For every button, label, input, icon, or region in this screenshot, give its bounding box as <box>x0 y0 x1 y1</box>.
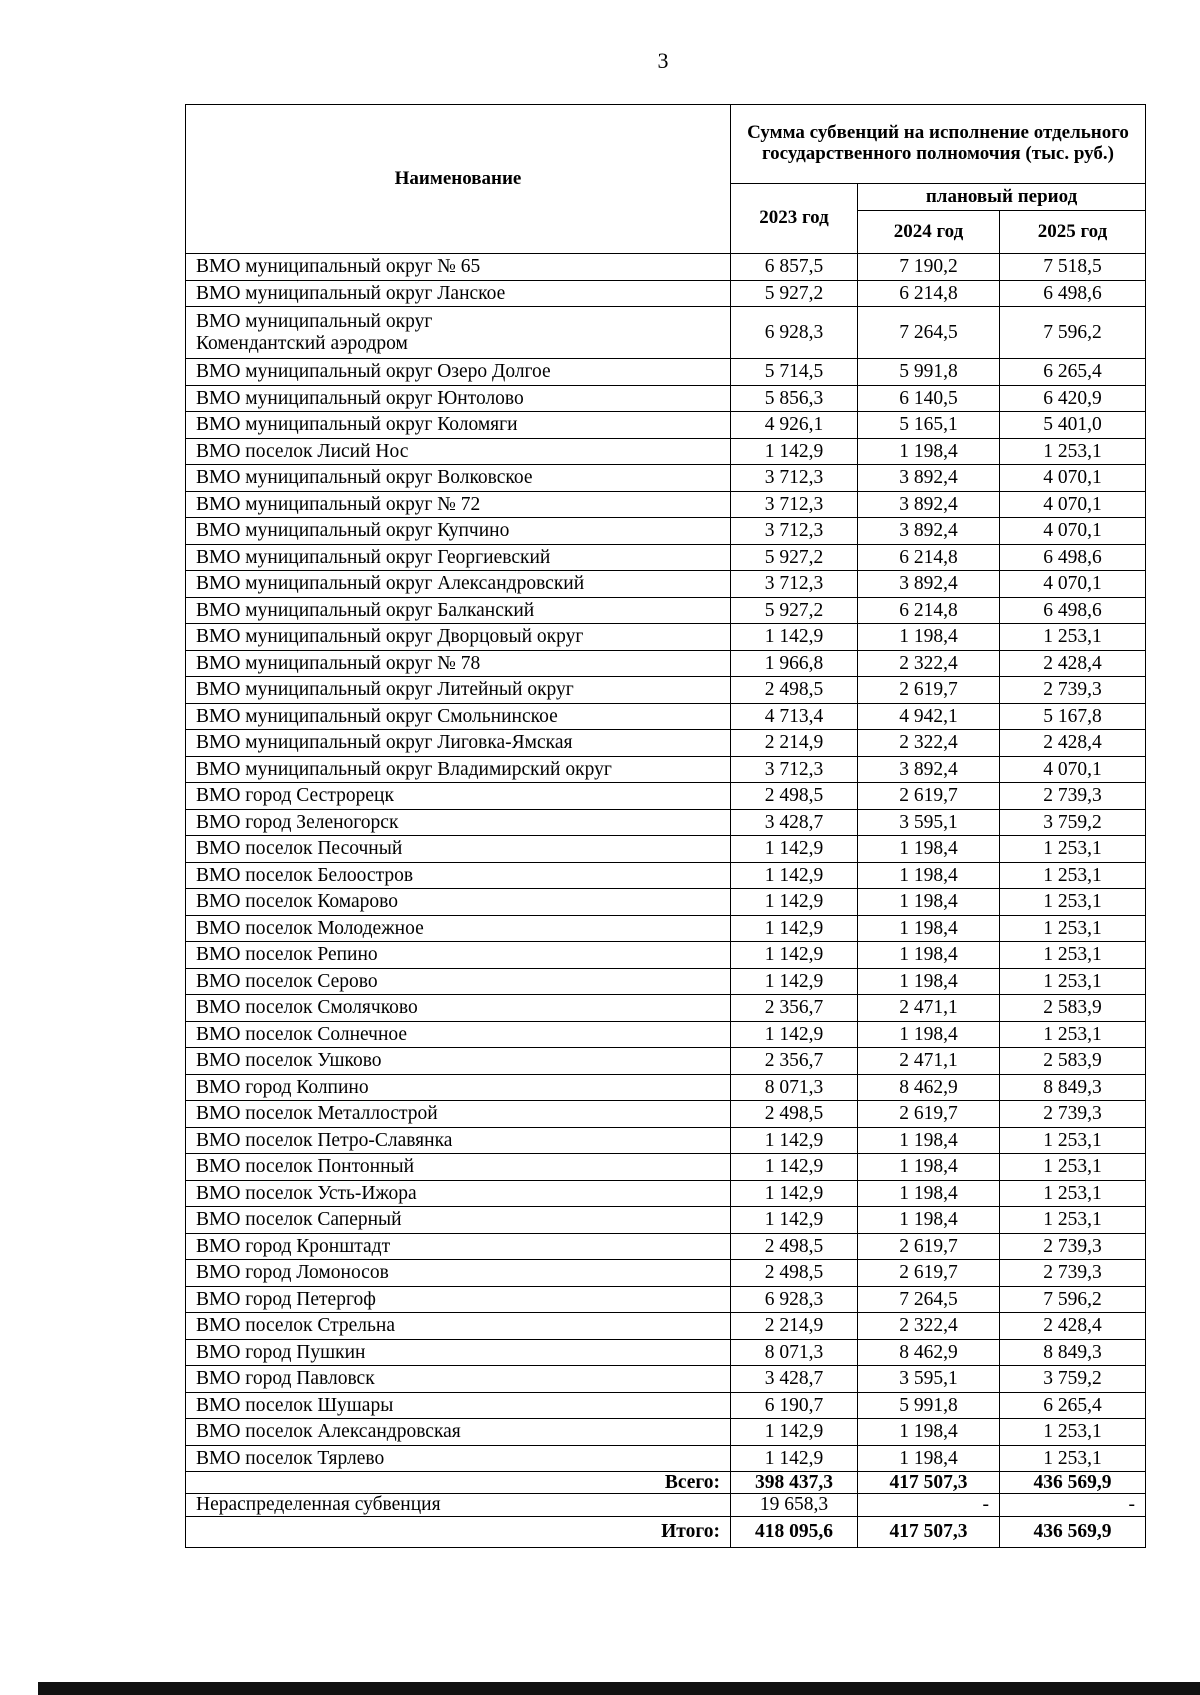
row-value-2025: 6 498,6 <box>1000 544 1146 571</box>
table-row <box>186 1392 1146 1419</box>
row-value-2024: 4 942,1 <box>858 703 1000 730</box>
page-number: 3 <box>657 48 669 73</box>
table-row <box>186 465 1146 492</box>
row-value-2025: 1 253,1 <box>1000 1445 1146 1472</box>
row-name: ВМО поселок Репино <box>186 942 731 969</box>
row-name: ВМО город Пушкин <box>186 1339 731 1366</box>
row-value-2025: 4 070,1 <box>1000 465 1146 492</box>
table-row <box>186 1074 1146 1101</box>
row-value-2024: 3 892,4 <box>858 518 1000 545</box>
row-value-2024: 2 619,7 <box>858 677 1000 704</box>
row-value-2024: 1 198,4 <box>858 1154 1000 1181</box>
row-value-2024: 1 198,4 <box>858 1180 1000 1207</box>
row-value-2023: 2 356,7 <box>731 995 858 1022</box>
table-row <box>186 1154 1146 1181</box>
row-value-2025: 1 253,1 <box>1000 1180 1146 1207</box>
row-value-2023: 6 928,3 <box>731 1286 858 1313</box>
row-value-2024: 2 619,7 <box>858 1233 1000 1260</box>
row-value-2024: 1 198,4 <box>858 1445 1000 1472</box>
row-name: ВМО город Зеленогорск <box>186 809 731 836</box>
row-value-2024: 1 198,4 <box>858 836 1000 863</box>
row-value-2024: 6 214,8 <box>858 544 1000 571</box>
row-value-2023: 2 356,7 <box>731 1048 858 1075</box>
table-row <box>186 677 1146 704</box>
row-value-2023: 4 713,4 <box>731 703 858 730</box>
row-value-2024: 1 198,4 <box>858 438 1000 465</box>
row-value-2023: 3 712,3 <box>731 756 858 783</box>
row-value-2024: 2 471,1 <box>858 1048 1000 1075</box>
header-year-2025: 2025 год <box>1000 211 1146 254</box>
table-row <box>186 862 1146 889</box>
table-row <box>186 1233 1146 1260</box>
row-value-2024: 2 619,7 <box>858 1260 1000 1287</box>
row-value-2023: 2 498,5 <box>731 677 858 704</box>
row-value-2025: 2 428,4 <box>1000 1313 1146 1340</box>
table-row <box>186 730 1146 757</box>
row-name: ВМО поселок Белоостров <box>186 862 731 889</box>
row-value-2024: 2 322,4 <box>858 650 1000 677</box>
table-row <box>186 1366 1146 1393</box>
row-value-2023: 3 712,3 <box>731 491 858 518</box>
row-value-2024: 1 198,4 <box>858 968 1000 995</box>
row-value-2024: 2 322,4 <box>858 730 1000 757</box>
table-row <box>186 491 1146 518</box>
table-row <box>186 438 1146 465</box>
row-value-2025: 1 253,1 <box>1000 968 1146 995</box>
table-row <box>186 756 1146 783</box>
subvention-table <box>185 104 1146 1548</box>
row-value-2024: 7 190,2 <box>858 254 1000 281</box>
row-value-2025: 6 265,4 <box>1000 1392 1146 1419</box>
row-value-2024: 6 214,8 <box>858 597 1000 624</box>
row-value-2023: 1 142,9 <box>731 1154 858 1181</box>
row-value-2025: 8 849,3 <box>1000 1339 1146 1366</box>
table-row <box>186 254 1146 281</box>
grand-total-label: Итого: <box>186 1516 731 1547</box>
row-value-2024: 1 198,4 <box>858 862 1000 889</box>
table-row <box>186 1048 1146 1075</box>
row-name: ВМО поселок Солнечное <box>186 1021 731 1048</box>
row-value-2024: 5 165,1 <box>858 412 1000 439</box>
row-value-2025: 5 167,8 <box>1000 703 1146 730</box>
row-value-2023: 3 428,7 <box>731 809 858 836</box>
row-value-2024: 1 198,4 <box>858 889 1000 916</box>
row-value-2024: 3 595,1 <box>858 1366 1000 1393</box>
unallocated-2023: 19 658,3 <box>731 1494 858 1516</box>
row-name: ВМО муниципальный округ Озеро Долгое <box>186 359 731 386</box>
row-name: ВМО поселок Усть-Ижора <box>186 1180 731 1207</box>
row-value-2023: 2 214,9 <box>731 730 858 757</box>
table-row <box>186 968 1146 995</box>
row-name: ВМО муниципальный округ Юнтолово <box>186 385 731 412</box>
row-value-2025: 1 253,1 <box>1000 836 1146 863</box>
unallocated-2025: - <box>1000 1494 1146 1516</box>
row-name: ВМО поселок Александровская <box>186 1419 731 1446</box>
row-value-2025: 7 596,2 <box>1000 1286 1146 1313</box>
row-value-2025: 4 070,1 <box>1000 571 1146 598</box>
row-value-2023: 2 498,5 <box>731 1260 858 1287</box>
row-name: ВМО город Ломоносов <box>186 1260 731 1287</box>
row-value-2024: 7 264,5 <box>858 307 1000 359</box>
table-row <box>186 995 1146 1022</box>
row-value-2024: 1 198,4 <box>858 1207 1000 1234</box>
row-value-2024: 8 462,9 <box>858 1074 1000 1101</box>
row-value-2024: 7 264,5 <box>858 1286 1000 1313</box>
row-value-2025: 1 253,1 <box>1000 438 1146 465</box>
table-row <box>186 280 1146 307</box>
row-value-2025: 1 253,1 <box>1000 1127 1146 1154</box>
row-value-2025: 7 518,5 <box>1000 254 1146 281</box>
row-name: ВМО поселок Смолячково <box>186 995 731 1022</box>
table-footer <box>186 1472 1146 1548</box>
row-value-2023: 5 927,2 <box>731 280 858 307</box>
row-value-2023: 5 714,5 <box>731 359 858 386</box>
row-value-2023: 1 966,8 <box>731 650 858 677</box>
row-name: ВМО город Колпино <box>186 1074 731 1101</box>
row-name: ВМО поселок Песочный <box>186 836 731 863</box>
table-header <box>186 105 1146 254</box>
row-name: ВМО поселок Молодежное <box>186 915 731 942</box>
row-name: ВМО город Петергоф <box>186 1286 731 1313</box>
row-value-2023: 6 857,5 <box>731 254 858 281</box>
total-2025: 436 569,9 <box>1000 1472 1146 1494</box>
table-row <box>186 1339 1146 1366</box>
table-row <box>186 359 1146 386</box>
table-row <box>186 597 1146 624</box>
row-name: ВМО поселок Стрельна <box>186 1313 731 1340</box>
table-row <box>186 889 1146 916</box>
row-value-2025: 6 498,6 <box>1000 280 1146 307</box>
table-body <box>186 254 1146 1472</box>
table-row <box>186 307 1146 359</box>
row-value-2025: 3 759,2 <box>1000 1366 1146 1393</box>
row-value-2023: 1 142,9 <box>731 438 858 465</box>
row-value-2023: 1 142,9 <box>731 889 858 916</box>
table-row <box>186 544 1146 571</box>
row-value-2025: 2 739,3 <box>1000 1233 1146 1260</box>
row-value-2023: 1 142,9 <box>731 1207 858 1234</box>
row-value-2024: 1 198,4 <box>858 915 1000 942</box>
table-row <box>186 942 1146 969</box>
row-value-2023: 1 142,9 <box>731 1021 858 1048</box>
row-name: ВМО город Сестрорецк <box>186 783 731 810</box>
table-row <box>186 703 1146 730</box>
total-2024: 417 507,3 <box>858 1472 1000 1494</box>
row-value-2025: 4 070,1 <box>1000 518 1146 545</box>
unallocated-2024: - <box>858 1494 1000 1516</box>
row-name: ВМО город Кронштадт <box>186 1233 731 1260</box>
row-name: ВМО муниципальный округ № 65 <box>186 254 731 281</box>
header-year-2024: 2024 год <box>858 211 1000 254</box>
row-value-2024: 3 892,4 <box>858 491 1000 518</box>
row-value-2023: 3 712,3 <box>731 571 858 598</box>
row-value-2023: 4 926,1 <box>731 412 858 439</box>
row-name: ВМО муниципальный округ Лиговка-Ямская <box>186 730 731 757</box>
row-name: ВМО муниципальный округ Георгиевский <box>186 544 731 571</box>
row-value-2023: 1 142,9 <box>731 1127 858 1154</box>
row-value-2024: 2 619,7 <box>858 783 1000 810</box>
row-value-2023: 1 142,9 <box>731 968 858 995</box>
row-name: ВМО поселок Серово <box>186 968 731 995</box>
row-value-2025: 1 253,1 <box>1000 1154 1146 1181</box>
row-value-2024: 1 198,4 <box>858 1127 1000 1154</box>
grand-total-2023: 418 095,6 <box>731 1516 858 1547</box>
row-value-2025: 1 253,1 <box>1000 1021 1146 1048</box>
row-value-2024: 8 462,9 <box>858 1339 1000 1366</box>
row-name: ВМО город Павловск <box>186 1366 731 1393</box>
row-value-2025: 1 253,1 <box>1000 889 1146 916</box>
row-value-2024: 6 214,8 <box>858 280 1000 307</box>
table-row <box>186 1207 1146 1234</box>
row-name: ВМО муниципальный округ Александровский <box>186 571 731 598</box>
row-value-2025: 1 253,1 <box>1000 942 1146 969</box>
row-value-2023: 1 142,9 <box>731 836 858 863</box>
table-row <box>186 1021 1146 1048</box>
row-value-2023: 5 927,2 <box>731 544 858 571</box>
row-value-2025: 2 428,4 <box>1000 650 1146 677</box>
row-value-2025: 2 739,3 <box>1000 1260 1146 1287</box>
row-value-2024: 1 198,4 <box>858 624 1000 651</box>
row-value-2024: 3 892,4 <box>858 571 1000 598</box>
table-row <box>186 518 1146 545</box>
row-name: ВМО муниципальный округ Ланское <box>186 280 731 307</box>
row-name: ВМО муниципальный округ Коломяги <box>186 412 731 439</box>
row-name: ВМО поселок Саперный <box>186 1207 731 1234</box>
row-value-2025: 6 498,6 <box>1000 597 1146 624</box>
row-value-2025: 4 070,1 <box>1000 491 1146 518</box>
row-name: ВМО поселок Металлострой <box>186 1101 731 1128</box>
row-value-2025: 2 739,3 <box>1000 783 1146 810</box>
table-row <box>186 650 1146 677</box>
row-value-2023: 2 498,5 <box>731 783 858 810</box>
row-value-2024: 5 991,8 <box>858 359 1000 386</box>
row-name: ВМО муниципальный округ № 78 <box>186 650 731 677</box>
row-name: ВМО муниципальный округ Дворцовый округ <box>186 624 731 651</box>
row-name: ВМО муниципальный округ Смольнинское <box>186 703 731 730</box>
row-value-2023: 3 712,3 <box>731 465 858 492</box>
row-value-2023: 1 142,9 <box>731 862 858 889</box>
row-value-2024: 2 322,4 <box>858 1313 1000 1340</box>
row-value-2025: 2 583,9 <box>1000 995 1146 1022</box>
header-sum: Сумма субвенций на исполнение отдельного государственного полномочия (тыс. руб.) <box>731 105 1146 184</box>
row-value-2025: 2 739,3 <box>1000 677 1146 704</box>
row-value-2024: 6 140,5 <box>858 385 1000 412</box>
row-value-2023: 2 498,5 <box>731 1233 858 1260</box>
row-name: ВМО муниципальный округ Владимирский округ <box>186 756 731 783</box>
table-row <box>186 1260 1146 1287</box>
table-row <box>186 1180 1146 1207</box>
row-name: ВМО муниципальный округ Балканский <box>186 597 731 624</box>
unallocated-row <box>186 1494 1146 1516</box>
row-name: ВМО муниципальный округ Литейный округ <box>186 677 731 704</box>
row-value-2025: 6 265,4 <box>1000 359 1146 386</box>
row-value-2023: 1 142,9 <box>731 915 858 942</box>
row-value-2025: 1 253,1 <box>1000 1419 1146 1446</box>
table-row <box>186 1445 1146 1472</box>
row-value-2025: 7 596,2 <box>1000 307 1146 359</box>
row-value-2025: 2 428,4 <box>1000 730 1146 757</box>
grand-total-2024: 417 507,3 <box>858 1516 1000 1547</box>
row-value-2023: 1 142,9 <box>731 1445 858 1472</box>
table-row <box>186 836 1146 863</box>
row-value-2025: 1 253,1 <box>1000 915 1146 942</box>
row-value-2025: 8 849,3 <box>1000 1074 1146 1101</box>
row-value-2023: 6 928,3 <box>731 307 858 359</box>
row-value-2023: 2 214,9 <box>731 1313 858 1340</box>
row-name: ВМО поселок Лисий Нос <box>186 438 731 465</box>
scan-edge-bar <box>38 1682 1200 1695</box>
row-value-2025: 1 253,1 <box>1000 1207 1146 1234</box>
row-name: ВМО поселок Тярлево <box>186 1445 731 1472</box>
row-name: ВМО муниципальный округ Волковское <box>186 465 731 492</box>
row-value-2025: 2 739,3 <box>1000 1101 1146 1128</box>
row-value-2025: 3 759,2 <box>1000 809 1146 836</box>
row-value-2023: 6 190,7 <box>731 1392 858 1419</box>
row-value-2025: 2 583,9 <box>1000 1048 1146 1075</box>
row-value-2023: 1 142,9 <box>731 624 858 651</box>
grand-total-row <box>186 1516 1146 1547</box>
row-value-2024: 1 198,4 <box>858 942 1000 969</box>
table-row <box>186 1419 1146 1446</box>
row-value-2023: 8 071,3 <box>731 1339 858 1366</box>
row-value-2023: 1 142,9 <box>731 1180 858 1207</box>
header-year-2023: 2023 год <box>731 184 858 254</box>
row-name: ВМО муниципальный округ Комендантский аэродром <box>186 307 731 359</box>
row-value-2025: 1 253,1 <box>1000 624 1146 651</box>
row-value-2023: 3 712,3 <box>731 518 858 545</box>
table-row <box>186 1127 1146 1154</box>
row-value-2024: 2 619,7 <box>858 1101 1000 1128</box>
table-row <box>186 571 1146 598</box>
row-value-2024: 3 892,4 <box>858 756 1000 783</box>
row-name: ВМО поселок Комарово <box>186 889 731 916</box>
row-value-2024: 3 892,4 <box>858 465 1000 492</box>
header-planned-period: плановый период <box>858 184 1146 211</box>
row-value-2025: 5 401,0 <box>1000 412 1146 439</box>
row-value-2023: 5 856,3 <box>731 385 858 412</box>
row-name: ВМО муниципальный округ Купчино <box>186 518 731 545</box>
row-value-2024: 1 198,4 <box>858 1419 1000 1446</box>
row-value-2024: 3 595,1 <box>858 809 1000 836</box>
row-name: ВМО поселок Понтонный <box>186 1154 731 1181</box>
unallocated-label: Нераспределенная субвенция <box>186 1494 731 1516</box>
row-value-2025: 6 420,9 <box>1000 385 1146 412</box>
row-value-2024: 1 198,4 <box>858 1021 1000 1048</box>
table-row <box>186 624 1146 651</box>
row-value-2024: 2 471,1 <box>858 995 1000 1022</box>
row-value-2023: 8 071,3 <box>731 1074 858 1101</box>
table-row <box>186 915 1146 942</box>
row-name: ВМО поселок Ушково <box>186 1048 731 1075</box>
table-row <box>186 412 1146 439</box>
row-value-2024: 5 991,8 <box>858 1392 1000 1419</box>
row-value-2023: 1 142,9 <box>731 942 858 969</box>
row-name: ВМО поселок Петро-Славянка <box>186 1127 731 1154</box>
row-name: ВМО поселок Шушары <box>186 1392 731 1419</box>
table-row <box>186 783 1146 810</box>
row-name: ВМО муниципальный округ № 72 <box>186 491 731 518</box>
row-value-2023: 2 498,5 <box>731 1101 858 1128</box>
grand-total-2025: 436 569,9 <box>1000 1516 1146 1547</box>
row-value-2023: 1 142,9 <box>731 1419 858 1446</box>
header-name: Наименование <box>186 105 731 254</box>
row-value-2023: 3 428,7 <box>731 1366 858 1393</box>
table-row <box>186 1286 1146 1313</box>
table-row <box>186 1101 1146 1128</box>
total-2023: 398 437,3 <box>731 1472 858 1494</box>
row-value-2025: 4 070,1 <box>1000 756 1146 783</box>
row-value-2025: 1 253,1 <box>1000 862 1146 889</box>
table-row <box>186 809 1146 836</box>
total-row <box>186 1472 1146 1494</box>
table-row <box>186 1313 1146 1340</box>
total-label: Всего: <box>186 1472 731 1494</box>
table-row <box>186 385 1146 412</box>
row-value-2023: 5 927,2 <box>731 597 858 624</box>
